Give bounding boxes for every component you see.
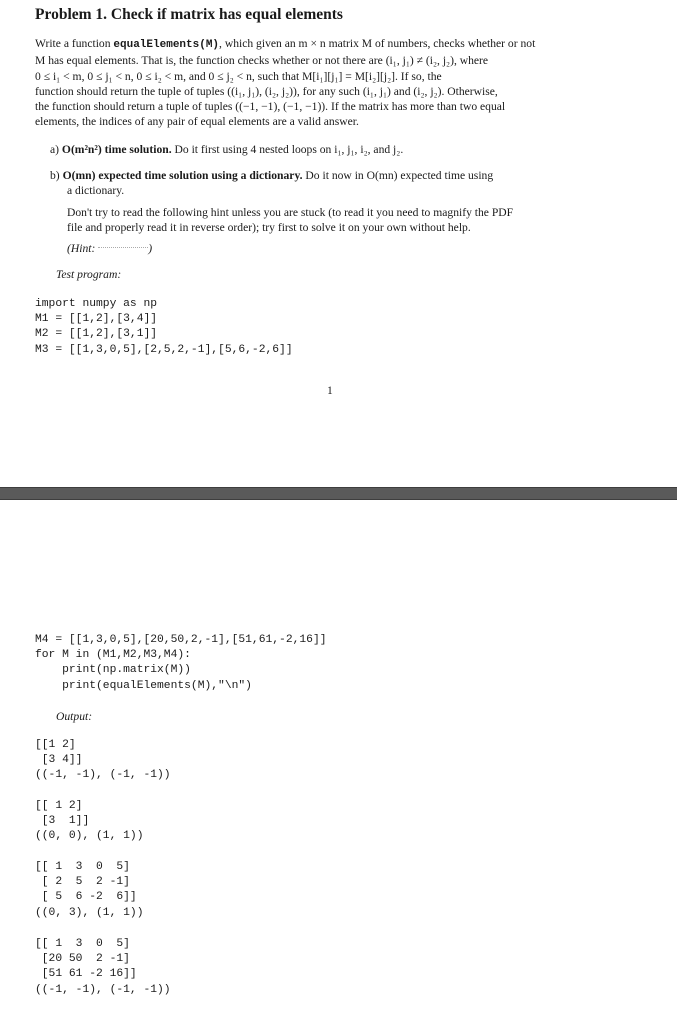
hint-open: (Hint:: [67, 242, 96, 255]
item-a: [50, 142, 403, 157]
code-line: M1 = [[1,2],[3,4]]: [35, 313, 158, 326]
pdf-page-2: [0, 500, 677, 1024]
intro-text-1a: Write a function: [35, 37, 114, 50]
output-line: [ 2 5 2 -1]: [35, 876, 130, 889]
pdf-page-1: [0, 0, 677, 487]
page-separator: [0, 487, 677, 500]
code-line: M2 = [[1,2],[3,1]]: [35, 328, 158, 341]
output-line: [3 4]]: [35, 754, 83, 767]
output-block-4: [35, 937, 171, 998]
item-a-heading: O(m²n²) time solution.: [61, 143, 172, 156]
code-block-page1: [35, 297, 293, 358]
function-name-code: equalElements(M): [113, 39, 220, 51]
test-program-label: Test program:: [56, 268, 122, 281]
output-line: [20 50 2 -1]: [35, 953, 130, 966]
intro-text-1b: , which given an m × n matrix M of numbers, checks whether or not: [219, 37, 536, 50]
output-line: [[ 1 3 0 5]: [35, 938, 130, 950]
tiny-hint-text: [98, 247, 148, 251]
intro-text-4: function should return the tuple of tuples ((i₁, j₁), (i₂, j₂)), for any such (i₁, j₁) and (i₂, j₂). Otherwise,: [35, 84, 498, 98]
output-block-1: [35, 738, 171, 784]
output-line: [51 61 -2 16]]: [35, 968, 137, 981]
output-line: [[1 2]: [35, 739, 76, 751]
output-line: ((0, 3), (1, 1)): [35, 906, 144, 919]
hint-text-2: file and properly read it in reverse order); try first to solve it on your own without help.: [67, 221, 471, 235]
output-line: ((-1, -1), (-1, -1)): [35, 983, 171, 996]
problem-title: Problem 1. Check if matrix has equal elements: [35, 6, 343, 23]
item-b-line2: a dictionary.: [67, 184, 125, 197]
output-block-3: [35, 860, 143, 921]
intro-paragraph: [35, 36, 627, 130]
item-b: [50, 168, 493, 183]
output-line: [[ 1 3 0 5]: [35, 861, 130, 873]
output-line: [ 5 6 -2 6]]: [35, 891, 137, 904]
code-line: M4 = [[1,3,0,5],[20,50,2,-1],[51,61,-2,16]]: [35, 634, 327, 646]
output-label: Output:: [56, 710, 93, 723]
code-line: print(equalElements(M),"\n"): [35, 679, 252, 692]
output-line: [3 1]]: [35, 815, 90, 828]
output-block-2: [35, 799, 143, 845]
hint-text-1: Don't try to read the following hint unless you are stuck (to read it you need to magnify the PDF: [67, 206, 514, 219]
page-number: 1: [327, 384, 333, 397]
intro-text-3: 0 ≤ i₁ < m, 0 ≤ j₁ < n, 0 ≤ i₂ < m, and 0 ≤ j₂ < n, such that M[i₁][j₁] = M[i₂][j₂]. If so, the: [35, 69, 442, 83]
hint-line: [67, 241, 152, 256]
item-b-marker: b): [50, 169, 60, 182]
item-a-marker: a): [50, 143, 60, 156]
code-line: for M in (M1,M2,M3,M4):: [35, 649, 191, 662]
hint-close: ): [148, 242, 153, 255]
output-line: [[ 1 2]: [35, 800, 83, 812]
intro-text-5: the function should return a tuple of tuples ((−1, −1), (−1, −1)). If the matrix has more than two equal: [35, 100, 506, 114]
code-line: M3 = [[1,3,0,5],[2,5,2,-1],[5,6,-2,6]]: [35, 343, 293, 356]
code-block-page2: [35, 633, 327, 694]
code-line: import numpy as np: [35, 298, 158, 310]
intro-text-2: M has equal elements. That is, the function checks whether or not there are (i₁, j₁) ≠ (i₂, j₂), where: [35, 54, 489, 68]
item-a-text: Do it first using 4 nested loops on i₁, j₁, i₂, and j₂.: [171, 143, 404, 156]
output-line: ((0, 0), (1, 1)): [35, 830, 144, 843]
intro-text-6: elements, the indices of any pair of equal elements are a valid answer.: [35, 115, 359, 129]
output-line: ((-1, -1), (-1, -1)): [35, 769, 171, 782]
code-line: print(np.matrix(M)): [35, 664, 191, 677]
item-b-text: Do it now in O(mn) expected time using: [302, 169, 494, 182]
item-b-heading: O(mn) expected time solution using a dictionary.: [62, 169, 303, 182]
hint-paragraph: [67, 205, 627, 236]
